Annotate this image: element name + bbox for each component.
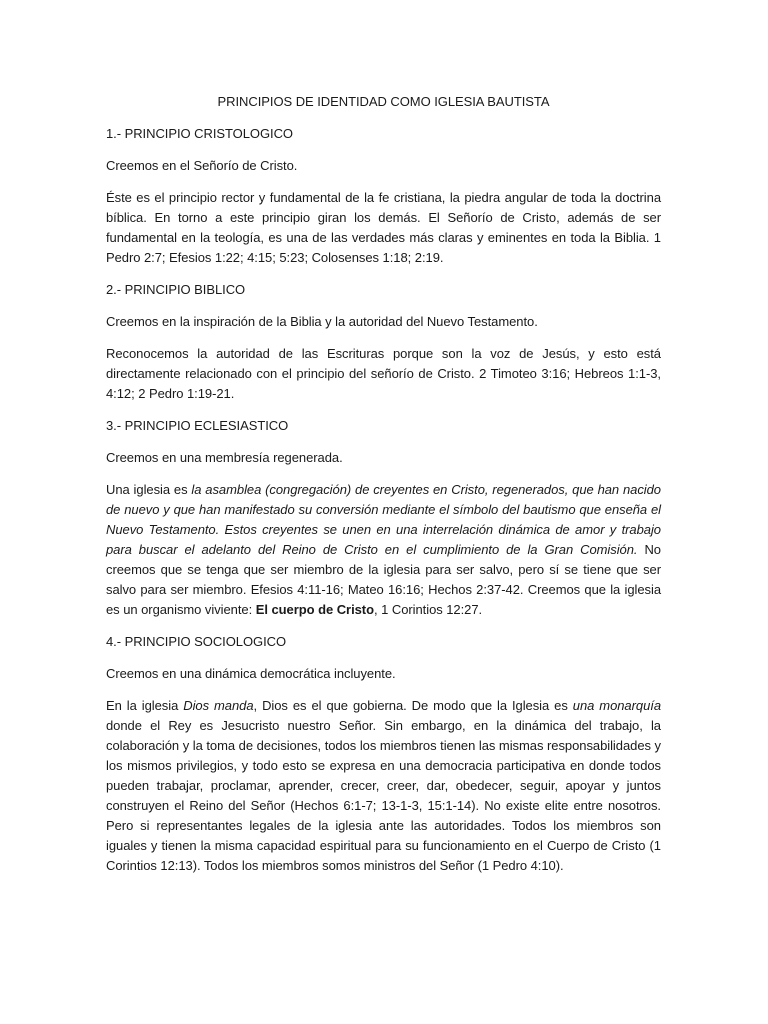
body-text: donde el Rey es Jesucristo nuestro Señor. Sin embargo, en la dinámica del trabajo, la colaboración y la toma de decisiones, todos los miembros tienen las mismas responsabilidades y los mismos privilegios, y todo esto se expresa en una democracia participativa en donde todos pueden trabajar, proclamar, aprender, crecer, creer, dar, obedecer, seguir, apoyar y juntos construyen el Reino del Señor (Hechos 6:1-7; 13-1-3, 15:1-14). No existe elite entre nosotros. Pero si representantes legales de la iglesia ante las autoridades. Todos los miembros son iguales y tienen la misma capacidad espiritual para su funcionamiento en el Cuerpo de Cristo (1 Corintios 12:13). Todos los miembros somos ministros del Señor (1 Pedro 4:10). [106, 718, 661, 873]
body-italic-text: Dios manda [183, 698, 254, 713]
section-heading-eclesiastico: 3.- PRINCIPIO ECLESIASTICO [106, 418, 289, 433]
body-bold-text: El cuerpo de Cristo [255, 602, 374, 617]
body-text: , 1 Corintios 12:27. [373, 602, 483, 617]
document-page [106, 92, 661, 888]
section-lead-cristologico: Creemos en el Señorío de Cristo. [106, 158, 298, 173]
body-text: En la iglesia [106, 698, 184, 713]
body-italic-text: una monarquía [572, 698, 661, 713]
body-text: , Dios es el que gobierna. De modo que la Iglesia es [253, 698, 573, 713]
section-heading-sociologico: 4.- PRINCIPIO SOCIOLOGICO [106, 634, 287, 649]
section-body-sociologico [106, 696, 661, 876]
section-lead-sociologico: Creemos en una dinámica democrática incluyente. [106, 666, 396, 681]
section-lead-eclesiastico: Creemos en una membresía regenerada. [106, 450, 343, 465]
section-heading-biblico: 2.- PRINCIPIO BIBLICO [106, 282, 246, 297]
body-text: Una iglesia es [106, 482, 192, 497]
section-body-cristologico: Éste es el principio rector y fundamental de la fe cristiana, la piedra angular de toda la doctrina bíblica. En torno a este principio giran los demás. El Señorío de Cristo, además de ser fundamental en la teología, es una de las verdades más claras y eminentes en toda la Biblia. 1 Pedro 2:7; Efesios 1:22; 4:15; 5:23; Colosenses 1:18; 2:19. [106, 190, 661, 265]
body-italic-text: la asamblea (congregación) de creyentes en Cristo, regenerados, que han nacido de nuevo y que han manifestado su conversión mediante el símbolo del bautismo que enseña el Nuevo Testamento. Estos creyentes se unen en una interrelación dinámica de amor y trabajo para buscar el adelanto del Reino de Cristo en el cumplimiento de la Gran Comisión. [106, 482, 661, 557]
section-lead-biblico: Creemos en la inspiración de la Biblia y la autoridad del Nuevo Testamento. [106, 314, 538, 329]
section-body-eclesiastico [106, 480, 661, 620]
section-heading-cristologico: 1.- PRINCIPIO CRISTOLOGICO [106, 126, 293, 141]
section-body-biblico: Reconocemos la autoridad de las Escrituras porque son la voz de Jesús, y esto está directamente relacionado con el principio del señorío de Cristo. 2 Timoteo 3:16; Hebreos 1:1-3, 4:12; 2 Pedro 1:19-21. [106, 346, 661, 401]
body-text: No creemos que se tenga que ser miembro de la iglesia para ser salvo, pero sí se tiene que ser salvo para ser miembro. Efesios 4:11-16; Mateo 16:16; Hechos 2:37-42. Creemos que la iglesia es un organismo viviente: [106, 542, 661, 617]
document-title: PRINCIPIOS DE IDENTIDAD COMO IGLESIA BAUTISTA [217, 94, 550, 109]
